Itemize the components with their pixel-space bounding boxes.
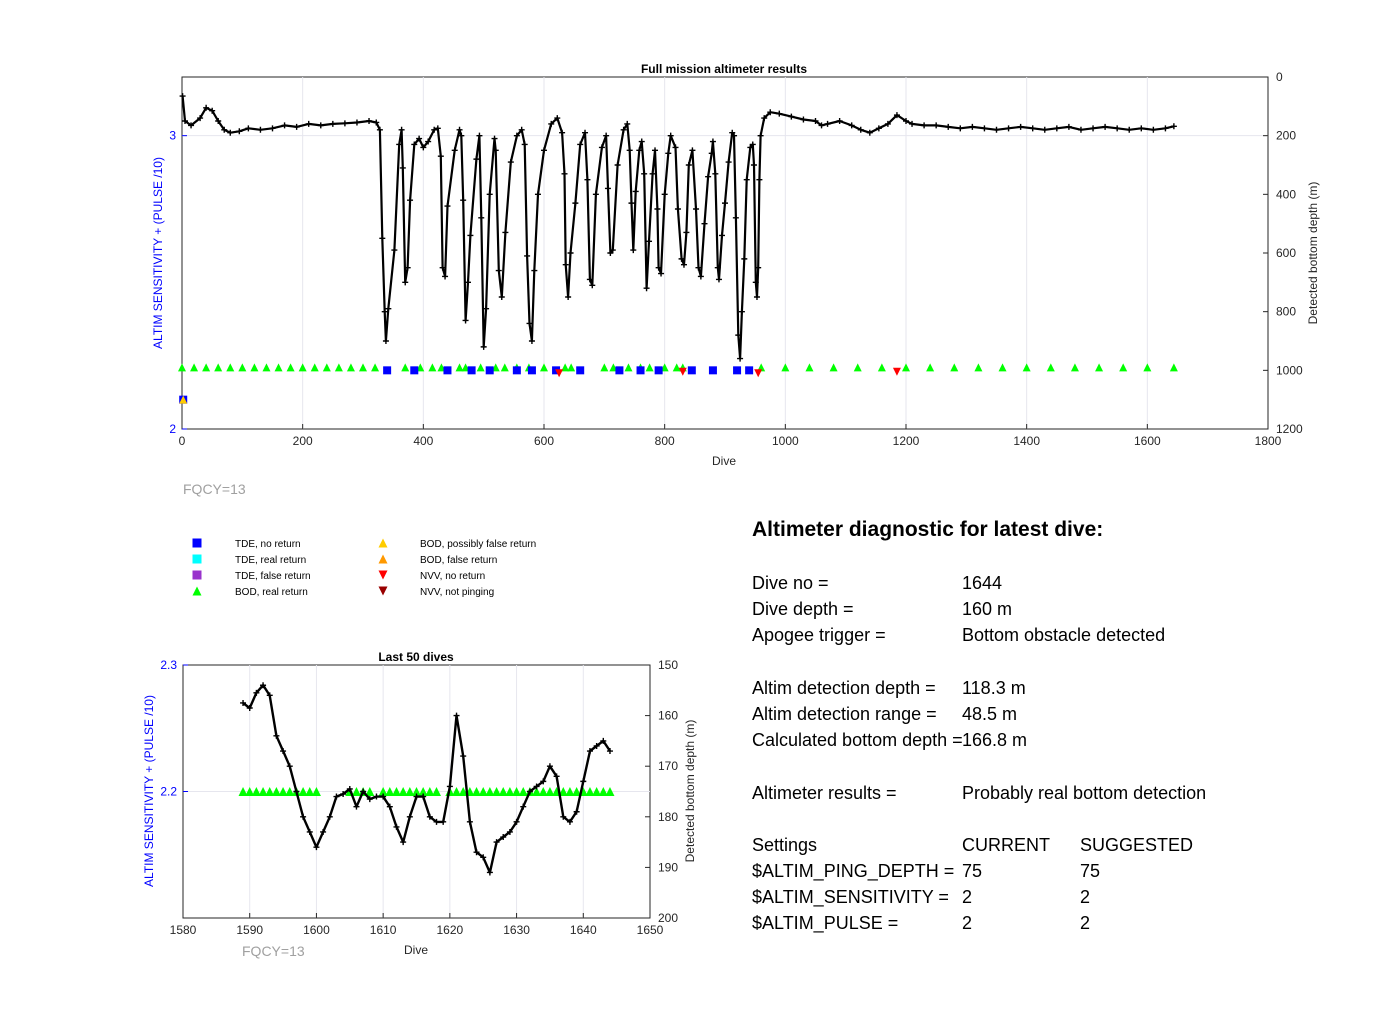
y-right-tick-label: 600: [1276, 246, 1297, 260]
diagnostic-key: Altim detection depth =: [752, 677, 936, 698]
diagnostic-value: 1644: [962, 573, 1003, 593]
legend-marker: [193, 571, 202, 580]
x-tick-label: 1800: [1254, 434, 1282, 448]
bottom-fqcy-label: FQCY=13: [242, 943, 305, 959]
bottom-x-axis-label: Dive: [403, 943, 429, 957]
top-chart-title: Full mission altimeter results: [640, 62, 808, 76]
x-tick-label: 1640: [569, 923, 597, 937]
diagnostic-key: Altimeter results =: [752, 782, 897, 803]
x-tick-label: 1590: [236, 923, 264, 937]
top-chart: [151, 62, 1320, 497]
status-marker: [745, 366, 753, 374]
legend-marker: [193, 555, 202, 564]
legend-label: TDE, false return: [235, 571, 311, 582]
diagnostic-row: [752, 780, 1352, 806]
diagnostic-key: $ALTIM_SENSITIVITY =: [752, 887, 949, 908]
diagnostic-suggested: 75: [1080, 861, 1101, 882]
y-right-tick-label: 0: [1276, 70, 1283, 84]
x-tick-label: 800: [654, 434, 675, 448]
diagnostic-row: [752, 596, 1352, 622]
status-marker: [528, 366, 536, 374]
legend-marker: [379, 587, 388, 596]
diagnostic-value: 160 m: [962, 599, 1013, 620]
diagnostic-row: [752, 832, 1352, 858]
y-right-tick-label: 1000: [1276, 363, 1303, 378]
bottom-y-right-label: Detected bottom depth (m): [683, 719, 697, 863]
y-right-tick-label: 1200: [1276, 422, 1303, 436]
x-tick-label: 1580: [169, 923, 197, 937]
legend-label: BOD, possibly false return: [420, 539, 537, 550]
y-left-tick-label: 2: [169, 422, 176, 436]
top-x-axis-label: Dive: [711, 454, 737, 468]
y-right-tick-label: 170: [658, 759, 679, 774]
diagnostic-row: [752, 675, 1352, 701]
diagnostic-key: Settings: [752, 834, 818, 855]
diagnostic-title: Altimeter diagnostic for latest dive:: [752, 518, 1104, 541]
legend-marker: [379, 539, 388, 548]
legend-label: BOD, false return: [420, 555, 498, 566]
top-y-right-label: Detected bottom depth (m): [1306, 181, 1320, 325]
diagnostic-value: 48.5 m: [962, 703, 1018, 724]
legend-label: TDE, no return: [235, 539, 301, 550]
diagnostic-value: Probably real bottom detection: [962, 782, 1207, 803]
diagnostic-suggested: 2: [1080, 913, 1091, 934]
diagnostic-value: CURRENT: [962, 834, 1050, 855]
diagnostic-row: [752, 701, 1352, 727]
diagnostic-key: Dive depth =: [752, 599, 854, 620]
spacer: [752, 649, 1352, 675]
x-tick-label: 1000: [771, 434, 799, 448]
status-marker: [486, 366, 494, 374]
diagnostic-suggested: SUGGESTED: [1080, 834, 1194, 855]
diagnostic-key: Dive no =: [752, 573, 829, 593]
y-left-tick-label: 3: [169, 128, 176, 143]
status-marker: [637, 366, 645, 374]
x-tick-label: 200: [292, 434, 313, 448]
y-right-tick-label: 200: [658, 911, 679, 925]
diagnostic-row: [752, 622, 1352, 648]
diagnostic-row: [752, 884, 1352, 910]
status-marker: [443, 366, 451, 374]
status-marker: [468, 366, 476, 374]
y-right-tick-label: 190: [658, 860, 679, 875]
x-tick-label: 400: [413, 434, 434, 448]
legend-marker: [193, 539, 202, 548]
diagnostic-suggested: 2: [1080, 887, 1091, 908]
y-right-tick-label: 160: [658, 708, 679, 723]
x-tick-label: 600: [533, 434, 555, 448]
x-tick-label: 1400: [1013, 434, 1041, 448]
diagnostic-row: [752, 570, 1352, 596]
x-tick-label: 1610: [369, 923, 397, 937]
legend: [193, 539, 537, 599]
diagnostic-key: Altim detection range =: [752, 703, 937, 724]
legend-label: TDE, real return: [235, 555, 307, 566]
y-right-tick-label: 150: [658, 658, 679, 672]
status-marker: [383, 366, 391, 374]
diagnostic-panel: [752, 518, 1352, 937]
status-marker: [709, 366, 717, 374]
y-right-tick-label: 180: [658, 809, 679, 824]
diagnostic-row: [752, 858, 1352, 884]
diagnostic-value: 166.8 m: [962, 730, 1028, 751]
status-marker: [615, 366, 623, 374]
legend-marker: [379, 571, 388, 580]
x-tick-label: 1630: [503, 923, 530, 937]
diagnostic-key: $ALTIM_PING_DEPTH =: [752, 861, 955, 882]
diagnostic-key: $ALTIM_PULSE =: [752, 913, 899, 934]
bottom-chart: [142, 650, 697, 959]
status-marker: [576, 366, 584, 374]
diagnostic-row: [752, 910, 1352, 936]
diagnostic-value: Bottom obstacle detected: [962, 625, 1166, 646]
x-tick-label: 0: [178, 434, 186, 448]
legend-label: BOD, real return: [235, 587, 308, 598]
y-left-tick-label: 2.3: [160, 658, 177, 672]
status-marker: [410, 366, 418, 374]
bottom-chart-title: Last 50 dives: [378, 650, 454, 664]
top-y-left-label: ALTIM SENSITIVITY + (PULSE /10): [151, 157, 165, 349]
x-tick-label: 1600: [303, 923, 330, 937]
diagnostic-value: 2: [962, 887, 973, 908]
x-tick-label: 1600: [1133, 434, 1161, 448]
legend-label: NVV, not pinging: [420, 587, 495, 598]
y-right-tick-label: 800: [1276, 304, 1297, 319]
spacer: [752, 806, 1352, 832]
legend-marker: [193, 587, 202, 596]
diagnostic-value: 118.3 m: [962, 677, 1026, 698]
diagnostic-key: Apogee trigger =: [752, 625, 886, 646]
legend-label: NVV, no return: [420, 571, 486, 582]
diagnostic-value: 75: [962, 861, 983, 882]
y-right-tick-label: 200: [1276, 128, 1297, 143]
x-tick-label: 1650: [636, 923, 664, 937]
diagnostic-key: Calculated bottom depth =: [752, 730, 963, 751]
status-marker: [733, 366, 741, 374]
y-left-tick-label: 2.2: [160, 784, 177, 799]
top-fqcy-label: FQCY=13: [183, 481, 246, 497]
diagnostic-rows: [752, 570, 1352, 937]
diagnostic-value: 2: [962, 913, 973, 934]
status-marker: [688, 366, 696, 374]
y-right-tick-label: 400: [1276, 187, 1297, 202]
bottom-y-left-label: ALTIM SENSITIVITY + (PULSE /10): [142, 695, 156, 887]
status-marker: [513, 366, 521, 374]
status-marker: [655, 366, 663, 374]
x-tick-label: 1200: [892, 434, 920, 448]
diagnostic-row: [752, 727, 1352, 753]
spacer: [752, 753, 1352, 779]
x-tick-label: 1620: [436, 923, 464, 937]
legend-marker: [379, 555, 388, 564]
